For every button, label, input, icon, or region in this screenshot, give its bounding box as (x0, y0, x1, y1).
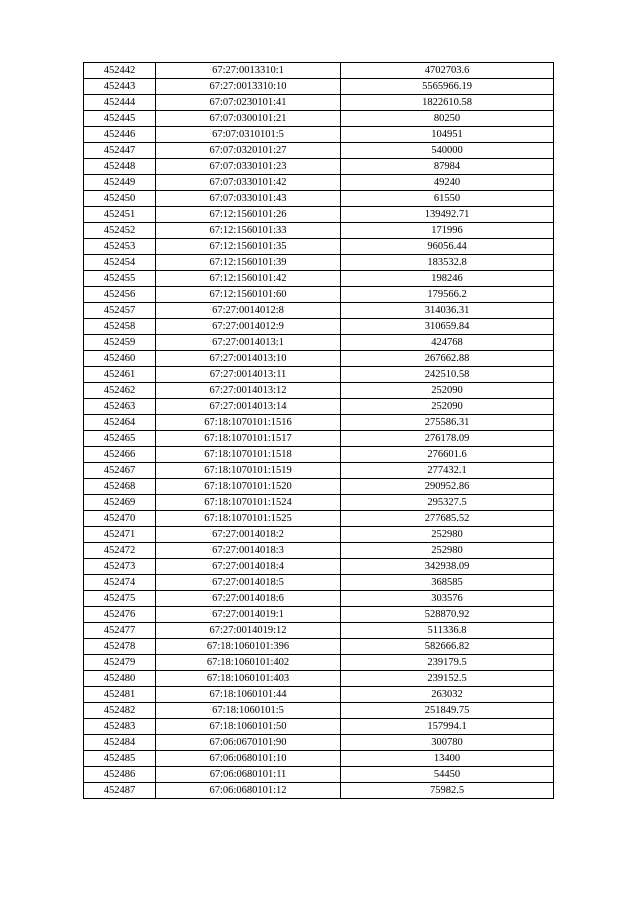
table-row (84, 735, 554, 751)
cadastral-number-cell: 67:27:0014018:2 (156, 527, 341, 543)
cadastral-number-cell: 67:12:1560101:33 (156, 223, 341, 239)
value-cell: 239152.5 (341, 671, 554, 687)
row-number-cell: 452454 (84, 255, 156, 271)
value-cell: 263032 (341, 687, 554, 703)
cadastral-number-cell: 67:12:1560101:26 (156, 207, 341, 223)
row-number-cell: 452448 (84, 159, 156, 175)
row-number-cell: 452476 (84, 607, 156, 623)
value-cell: 104951 (341, 127, 554, 143)
value-cell: 277685.52 (341, 511, 554, 527)
row-number-cell: 452477 (84, 623, 156, 639)
table-row (84, 399, 554, 415)
cadastral-number-cell: 67:12:1560101:35 (156, 239, 341, 255)
table-row (84, 255, 554, 271)
value-cell: 342938.09 (341, 559, 554, 575)
row-number-cell: 452457 (84, 303, 156, 319)
cadastral-number-cell: 67:18:1070101:1516 (156, 415, 341, 431)
table-row (84, 175, 554, 191)
value-cell: 80250 (341, 111, 554, 127)
table-row (84, 207, 554, 223)
cadastral-number-cell: 67:06:0680101:12 (156, 783, 341, 799)
row-number-cell: 452471 (84, 527, 156, 543)
value-cell: 13400 (341, 751, 554, 767)
row-number-cell: 452450 (84, 191, 156, 207)
value-cell: 87984 (341, 159, 554, 175)
cadastral-number-cell: 67:27:0014019:12 (156, 623, 341, 639)
cadastral-number-cell: 67:27:0014018:4 (156, 559, 341, 575)
table-row (84, 687, 554, 703)
table-row (84, 95, 554, 111)
value-cell: 300780 (341, 735, 554, 751)
data-table (83, 62, 554, 799)
cadastral-number-cell: 67:07:0230101:41 (156, 95, 341, 111)
value-cell: 252980 (341, 527, 554, 543)
value-cell: 157994.1 (341, 719, 554, 735)
table-row (84, 287, 554, 303)
row-number-cell: 452484 (84, 735, 156, 751)
cadastral-number-cell: 67:27:0014019:1 (156, 607, 341, 623)
row-number-cell: 452463 (84, 399, 156, 415)
table-row (84, 415, 554, 431)
value-cell: 5565966.19 (341, 79, 554, 95)
table-row (84, 367, 554, 383)
value-cell: 61550 (341, 191, 554, 207)
cadastral-number-cell: 67:27:0013310:10 (156, 79, 341, 95)
cadastral-number-cell: 67:27:0014018:5 (156, 575, 341, 591)
table-row (84, 447, 554, 463)
cadastral-number-cell: 67:27:0014013:10 (156, 351, 341, 367)
value-cell: 242510.58 (341, 367, 554, 383)
value-cell: 252090 (341, 399, 554, 415)
cadastral-number-cell: 67:07:0330101:43 (156, 191, 341, 207)
row-number-cell: 452447 (84, 143, 156, 159)
cadastral-number-cell: 67:18:1070101:1519 (156, 463, 341, 479)
row-number-cell: 452464 (84, 415, 156, 431)
table-row (84, 527, 554, 543)
table-row (84, 223, 554, 239)
cadastral-number-cell: 67:18:1070101:1525 (156, 511, 341, 527)
cadastral-number-cell: 67:27:0014013:14 (156, 399, 341, 415)
cadastral-number-cell: 67:06:0680101:10 (156, 751, 341, 767)
row-number-cell: 452487 (84, 783, 156, 799)
row-number-cell: 452444 (84, 95, 156, 111)
value-cell: 368585 (341, 575, 554, 591)
row-number-cell: 452443 (84, 79, 156, 95)
value-cell: 49240 (341, 175, 554, 191)
table-row (84, 623, 554, 639)
cadastral-number-cell: 67:18:1070101:1517 (156, 431, 341, 447)
cadastral-number-cell: 67:07:0310101:5 (156, 127, 341, 143)
cadastral-number-cell: 67:27:0014018:6 (156, 591, 341, 607)
row-number-cell: 452467 (84, 463, 156, 479)
table-row (84, 383, 554, 399)
row-number-cell: 452442 (84, 63, 156, 79)
value-cell: 275586.31 (341, 415, 554, 431)
row-number-cell: 452445 (84, 111, 156, 127)
cadastral-number-cell: 67:18:1060101:50 (156, 719, 341, 735)
value-cell: 179566.2 (341, 287, 554, 303)
table-row (84, 431, 554, 447)
row-number-cell: 452479 (84, 655, 156, 671)
value-cell: 424768 (341, 335, 554, 351)
row-number-cell: 452462 (84, 383, 156, 399)
row-number-cell: 452458 (84, 319, 156, 335)
cadastral-number-cell: 67:12:1560101:60 (156, 287, 341, 303)
table-row (84, 639, 554, 655)
cadastral-number-cell: 67:27:0013310:1 (156, 63, 341, 79)
cadastral-number-cell: 67:07:0330101:42 (156, 175, 341, 191)
table-row (84, 719, 554, 735)
cadastral-number-cell: 67:18:1060101:396 (156, 639, 341, 655)
value-cell: 75982.5 (341, 783, 554, 799)
row-number-cell: 452460 (84, 351, 156, 367)
value-cell: 54450 (341, 767, 554, 783)
table-row (84, 351, 554, 367)
row-number-cell: 452451 (84, 207, 156, 223)
value-cell: 310659.84 (341, 319, 554, 335)
row-number-cell: 452473 (84, 559, 156, 575)
cadastral-number-cell: 67:18:1060101:44 (156, 687, 341, 703)
row-number-cell: 452446 (84, 127, 156, 143)
table-row (84, 751, 554, 767)
row-number-cell: 452468 (84, 479, 156, 495)
value-cell: 252980 (341, 543, 554, 559)
value-cell: 183532.8 (341, 255, 554, 271)
cadastral-number-cell: 67:27:0014012:8 (156, 303, 341, 319)
table-row (84, 143, 554, 159)
row-number-cell: 452486 (84, 767, 156, 783)
value-cell: 540000 (341, 143, 554, 159)
cadastral-number-cell: 67:12:1560101:42 (156, 271, 341, 287)
row-number-cell: 452456 (84, 287, 156, 303)
table-row (84, 703, 554, 719)
value-cell: 303576 (341, 591, 554, 607)
table-row (84, 303, 554, 319)
row-number-cell: 452466 (84, 447, 156, 463)
cadastral-number-cell: 67:27:0014012:9 (156, 319, 341, 335)
row-number-cell: 452461 (84, 367, 156, 383)
cadastral-number-cell: 67:18:1060101:402 (156, 655, 341, 671)
value-cell: 314036.31 (341, 303, 554, 319)
value-cell: 528870.92 (341, 607, 554, 623)
value-cell: 582666.82 (341, 639, 554, 655)
cadastral-number-cell: 67:18:1070101:1524 (156, 495, 341, 511)
cadastral-number-cell: 67:27:0014013:12 (156, 383, 341, 399)
table-row (84, 671, 554, 687)
table-row (84, 575, 554, 591)
cadastral-number-cell: 67:07:0320101:27 (156, 143, 341, 159)
row-number-cell: 452485 (84, 751, 156, 767)
cadastral-number-cell: 67:06:0680101:11 (156, 767, 341, 783)
cadastral-number-cell: 67:27:0014018:3 (156, 543, 341, 559)
value-cell: 295327.5 (341, 495, 554, 511)
row-number-cell: 452459 (84, 335, 156, 351)
row-number-cell: 452455 (84, 271, 156, 287)
value-cell: 4702703.6 (341, 63, 554, 79)
table-row (84, 607, 554, 623)
cadastral-number-cell: 67:06:0670101:90 (156, 735, 341, 751)
row-number-cell: 452472 (84, 543, 156, 559)
value-cell: 276178.09 (341, 431, 554, 447)
cadastral-number-cell: 67:18:1070101:1518 (156, 447, 341, 463)
row-number-cell: 452482 (84, 703, 156, 719)
cadastral-number-cell: 67:18:1060101:403 (156, 671, 341, 687)
cadastral-number-cell: 67:27:0014013:11 (156, 367, 341, 383)
cadastral-number-cell: 67:07:0330101:23 (156, 159, 341, 175)
table-row (84, 79, 554, 95)
row-number-cell: 452483 (84, 719, 156, 735)
table-row (84, 335, 554, 351)
value-cell: 277432.1 (341, 463, 554, 479)
row-number-cell: 452474 (84, 575, 156, 591)
value-cell: 252090 (341, 383, 554, 399)
value-cell: 290952.86 (341, 479, 554, 495)
value-cell: 251849.75 (341, 703, 554, 719)
value-cell: 198246 (341, 271, 554, 287)
value-cell: 511336.8 (341, 623, 554, 639)
row-number-cell: 452480 (84, 671, 156, 687)
row-number-cell: 452452 (84, 223, 156, 239)
row-number-cell: 452449 (84, 175, 156, 191)
value-cell: 239179.5 (341, 655, 554, 671)
row-number-cell: 452478 (84, 639, 156, 655)
table-row (84, 559, 554, 575)
row-number-cell: 452453 (84, 239, 156, 255)
value-cell: 1822610.58 (341, 95, 554, 111)
table-row (84, 767, 554, 783)
row-number-cell: 452481 (84, 687, 156, 703)
cadastral-number-cell: 67:27:0014013:1 (156, 335, 341, 351)
table-row (84, 591, 554, 607)
row-number-cell: 452469 (84, 495, 156, 511)
table-row (84, 159, 554, 175)
table-row (84, 783, 554, 799)
value-cell: 276601.6 (341, 447, 554, 463)
table-row (84, 479, 554, 495)
row-number-cell: 452475 (84, 591, 156, 607)
table-row (84, 319, 554, 335)
table-body (84, 63, 554, 799)
table-row (84, 239, 554, 255)
table-row (84, 511, 554, 527)
table-row (84, 463, 554, 479)
table-row (84, 495, 554, 511)
table-row (84, 543, 554, 559)
value-cell: 139492.71 (341, 207, 554, 223)
cadastral-number-cell: 67:18:1070101:1520 (156, 479, 341, 495)
cadastral-number-cell: 67:07:0300101:21 (156, 111, 341, 127)
row-number-cell: 452465 (84, 431, 156, 447)
cadastral-number-cell: 67:12:1560101:39 (156, 255, 341, 271)
value-cell: 96056.44 (341, 239, 554, 255)
value-cell: 267662.88 (341, 351, 554, 367)
table-row (84, 127, 554, 143)
table-row (84, 111, 554, 127)
row-number-cell: 452470 (84, 511, 156, 527)
table-row (84, 271, 554, 287)
table-row (84, 191, 554, 207)
table-row (84, 63, 554, 79)
cadastral-number-cell: 67:18:1060101:5 (156, 703, 341, 719)
table-row (84, 655, 554, 671)
value-cell: 171996 (341, 223, 554, 239)
